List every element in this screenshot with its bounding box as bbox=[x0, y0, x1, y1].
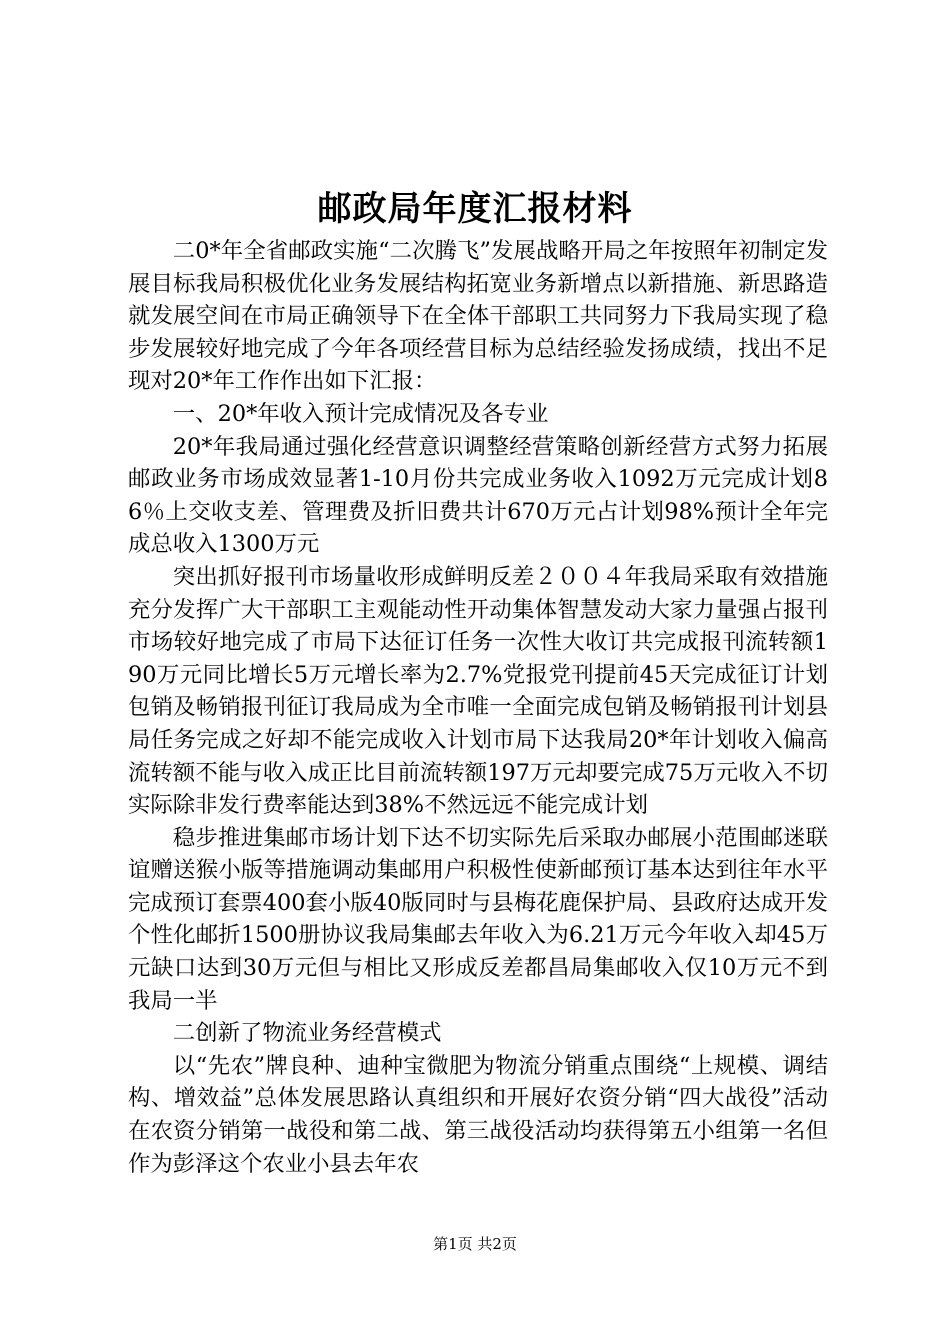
section-heading-income: 一、20*年收入预计完成情况及各专业 bbox=[172, 400, 549, 427]
section-heading-logistics: 二创新了物流业务经营模式 bbox=[172, 1020, 442, 1047]
paragraph-income: 20*年我局通过强化经营意识调整经营策略创新经营方式努力拓展邮政业务市场成效显著1-10月份共完成业务收入1092万元完成计划86％上交收支差、管理费及折旧费共计670万元占计划98%预计全年完成总收入1300万元 bbox=[128, 433, 828, 558]
page-footer: 第1页 共2页 bbox=[433, 1235, 517, 1253]
paragraph-philately: 稳步推进集邮市场计划下达不切实际先后采取办邮展小范围邮迷联谊赠送猴小版等措施调动集邮用户积极性使新邮预订基本达到往年水平完成预订套票400套小版40版同时与县梅花鹿保护局、县政府达成开发个性化邮折1500册协议我局集邮去年收入为6.21万元今年收入却45万元缺口达到30万元但与相比又形成反差都昌局集邮收入仅10万元不到我局一半 bbox=[128, 824, 828, 1014]
paragraph-intro: 二0*年全省邮政实施“二次腾飞”发展战略开局之年按照年初制定发展目标我局积极优化业务发展结构拓宽业务新增点以新措施、新思路造就发展空间在市局正确领导下在全体干部职工共同努力下我局实现了稳步发展较好地完成了今年各项经营目标为总结经验发扬成绩，找出不足现对20*年工作作出如下汇报： bbox=[128, 238, 828, 395]
paragraph-newspapers: 突出抓好报刊市场量收形成鲜明反差２００４年我局采取有效措施充分发挥广大干部职工主观能动性开动集体智慧发动大家力量强占报刊市场较好地完成了市局下达征订任务一次性大收订共完成报刊流转额190万元同比增长5万元增长率为2.7%党报党刊提前45天完成征订计划包销及畅销报刊征订我局成为全市唯一全面完成包销及畅销报刊计划县局任务完成之好却不能完成收入计划市局下达我局20*年计划收入偏高流转额不能与收入成正比目前流转额197万元却要完成75万元收入不切实际除非发行费率能达到38%不然远远不能完成计划 bbox=[128, 563, 828, 819]
paragraph-logistics: 以“先农”牌良种、迪种宝微肥为物流分销重点围绕“上规模、调结构、增效益”总体发展思路认真组织和开展好农资分销“四大战役”活动在农资分销第一战役和第二战、第三战役活动均获得第五小组第一名但作为彭泽这个农业小县去年农 bbox=[128, 1052, 828, 1177]
document-body bbox=[128, 235, 828, 1180]
document-title: 邮政局年度汇报材料 bbox=[317, 189, 633, 229]
